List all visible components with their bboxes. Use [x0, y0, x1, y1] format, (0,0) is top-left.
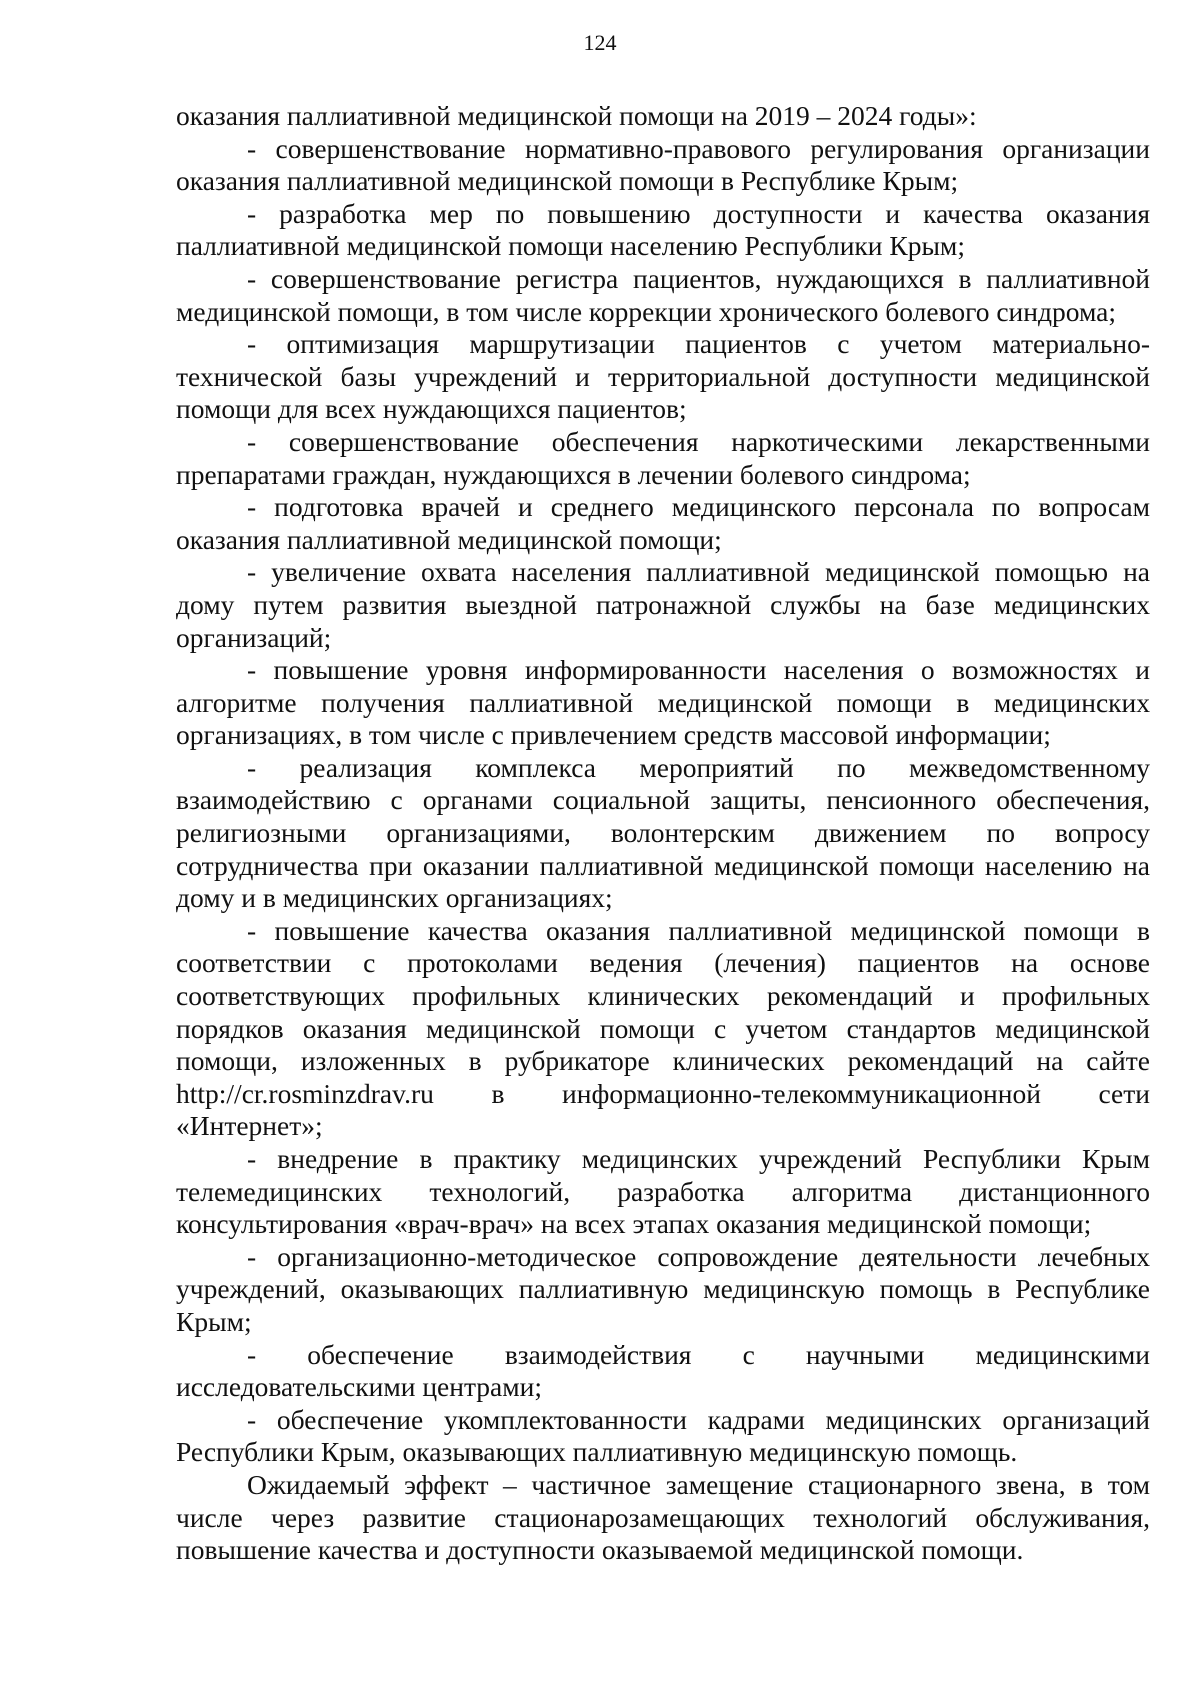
- list-item-public-awareness: - повышение уровня информированности населения о возможностях и алгоритме получения паллиативной медицинской помощи в медицинских организациях, в том числе с привлечением средств массовой информации;: [176, 654, 1150, 751]
- list-item-home-care: - увеличение охвата населения паллиативной медицинской помощью на дому путем развития выездной патронажной службы на базе медицинских организаций;: [176, 556, 1150, 653]
- list-item-routing-optimization: - оптимизация маршрутизации пациентов с учетом материально-технической базы учреждений и территориальной доступности медицинской помощи для всех нуждающихся пациентов;: [176, 328, 1150, 425]
- list-item-quality-improvement: - повышение качества оказания паллиативной медицинской помощи в соответствии с протоколами ведения (лечения) пациентов на основе соответствующих профильных клинических рекомендаций и профильных порядков оказания медицинской помощи с учетом стандартов медицинской помощи, изложенных в рубрикаторе клинических рекомендаций на сайте http://cr.rosminzdrav.ru в информационно-телекоммуникационной сети «Интернет»;: [176, 914, 1150, 1142]
- document-body: [176, 100, 1150, 1567]
- list-item-accessibility-measures: - разработка мер по повышению доступности и качества оказания паллиативной медицинской помощи населению Республики Крым;: [176, 197, 1150, 262]
- list-item-patient-register: - совершенствование регистра пациентов, нуждающихся в паллиативной медицинской помощи, в том числе коррекции хронического болевого синдрома;: [176, 262, 1150, 327]
- list-item-staffing: - обеспечение укомплектованности кадрами медицинских организаций Республики Крым, оказывающих паллиативную медицинскую помощь.: [176, 1403, 1150, 1468]
- list-item-staff-training: - подготовка врачей и среднего медицинского персонала по вопросам оказания паллиативной медицинской помощи;: [176, 491, 1150, 555]
- list-item-methodological-support: - организационно-методическое сопровождение деятельности лечебных учреждений, оказывающих паллиативную медицинскую помощь в Республике Крым;: [176, 1240, 1150, 1337]
- list-item-research-cooperation: - обеспечение взаимодействия с научными медицинскими исследовательскими центрами;: [176, 1338, 1150, 1403]
- list-item-narcotic-supply: - совершенствование обеспечения наркотическими лекарственными препаратами граждан, нуждающихся в лечении болевого синдрома;: [176, 425, 1150, 490]
- expected-effect-paragraph: Ожидаемый эффект – частичное замещение стационарного звена, в том числе через развитие стационарозамещающих технологий обслуживания, повышение качества и доступности оказываемой медицинской помощи.: [176, 1468, 1150, 1566]
- list-item-telemedicine: - внедрение в практику медицинских учреждений Республики Крым телемедицинских технологий, разработка алгоритма дистанционного консультирования «врач-врач» на всех этапах оказания медицинской помощи;: [176, 1143, 1150, 1240]
- list-item-regulation: - совершенствование нормативно-правового регулирования организации оказания паллиативной медицинской помощи в Республике Крым;: [176, 132, 1150, 197]
- list-item-interagency-cooperation: - реализация комплекса мероприятий по межведомственному взаимодействию с органами социальной защиты, пенсионного обеспечения, религиозными организациями, волонтерским движением по вопросу сотрудничества при оказании паллиативной медицинской помощи населению на дому и в медицинских организациях;: [176, 751, 1150, 914]
- paragraph-continuation: оказания паллиативной медицинской помощи на 2019 – 2024 годы»:: [176, 100, 977, 131]
- page-number: 124: [583, 30, 617, 55]
